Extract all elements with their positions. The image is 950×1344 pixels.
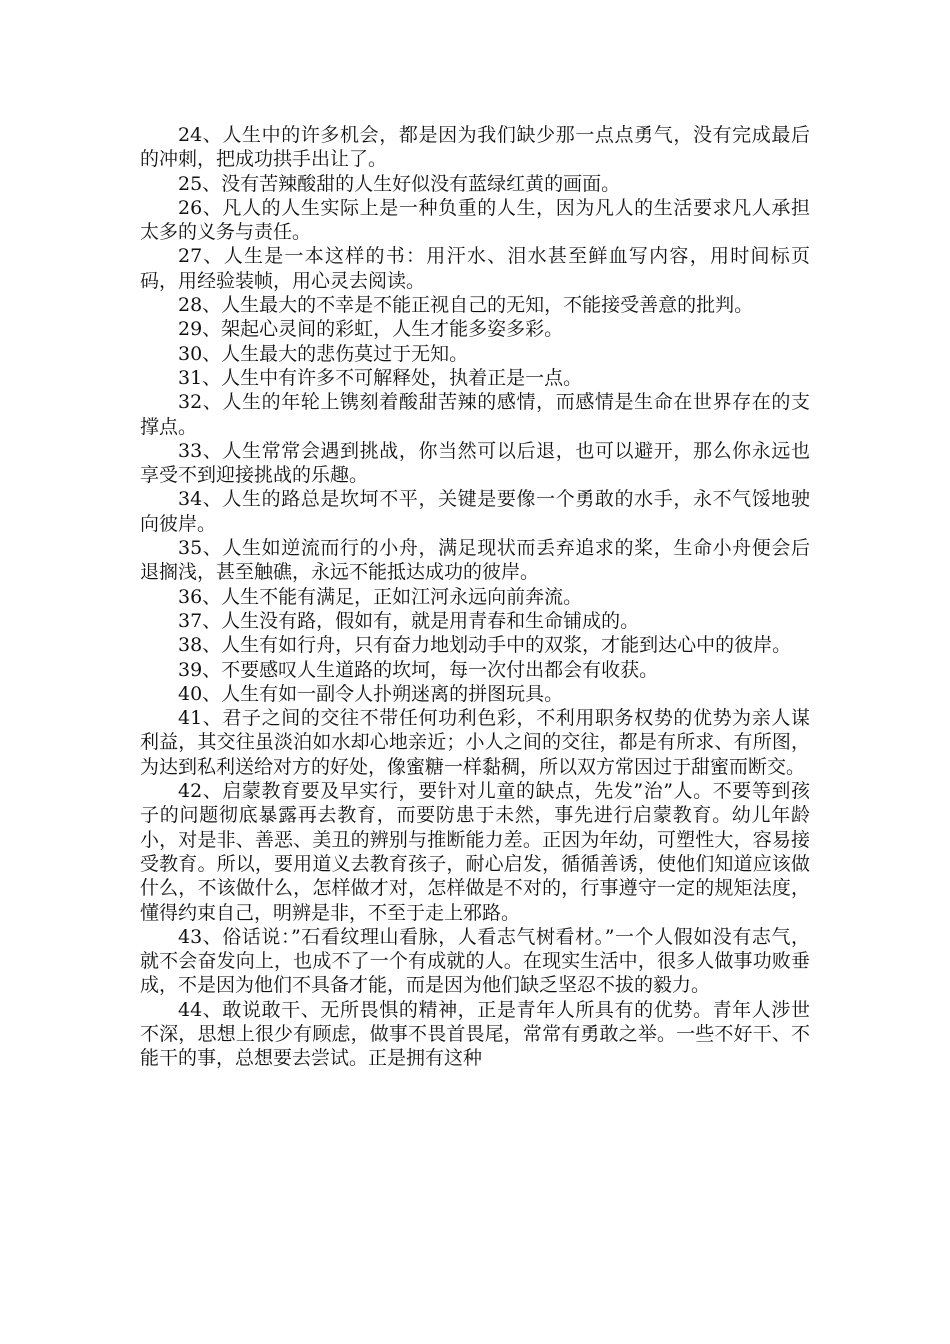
paragraph-25: 25、没有苦辣酸甜的人生好似没有蓝绿红黄的画面。 [178,172,621,195]
paragraph-41: 41、君子之间的交往不带任何功利色彩，不利用职务权势的优势为亲人谋利益，其交往虽淡泊如水却心地亲近；小人之间的交往，都是有所求、有所图，为达到私利送给对方的好处，像蜜糖一样黏稠，所以双方常因过于甜蜜而断交。 [140,707,810,778]
paragraph-43: 43、俗话说：”石看纹理山看脉，人看志气树看材。”一个人假如没有志气，就不会奋发向上，也成不了一个有成就的人。在现实生活中，很多人做事功败垂成，不是因为他们不具备才能，而是因为他们缺乏坚忍不拔的毅力。 [140,925,810,997]
document-body [140,123,810,1071]
paragraph-37: 37、人生没有路，假如有，就是用青春和生命铺成的。 [178,609,640,632]
paragraph-29: 29、架起心灵间的彩虹，人生才能多姿多彩。 [178,318,564,341]
paragraph-31: 31、人生中有许多不可解释处，执着正是一点。 [178,366,583,389]
paragraph-28: 28、人生最大的不幸是不能正视自己的无知，不能接受善意的批判。 [178,294,754,317]
paragraph-24: 24、人生中的许多机会，都是因为我们缺少那一点点勇气，没有完成最后的冲刺，把成功拱手出让了。 [140,124,810,171]
paragraph-33: 33、人生常常会遇到挑战，你当然可以后退，也可以避开，那么你永远也享受不到迎接挑战的乐趣。 [140,439,810,487]
paragraph-38: 38、人生有如行舟，只有奋力地划动手中的双浆，才能到达心中的彼岸。 [178,634,792,657]
paragraph-39: 39、不要感叹人生道路的坎坷，每一次付出都会有收获。 [178,658,659,681]
paragraph-34: 34、人生的路总是坎坷不平，关键是要像一个勇敢的水手，永不气馁地驶向彼岸。 [140,488,810,535]
paragraph-40: 40、人生有如一副令人扑朔迷离的拼图玩具。 [178,682,564,705]
paragraph-27: 27、人生是一本这样的书：用汗水、泪水甚至鲜血写内容，用时间标页码，用经验装帧，用心灵去阅读。 [140,245,810,292]
paragraph-32: 32、人生的年轮上镌刻着酸甜苦辣的感情，而感情是生命在世界存在的支撑点。 [140,391,810,438]
paragraph-42: 42、启蒙教育要及早实行，要针对儿童的缺点，先发”治”人。不要等到孩子的问题彻底暴露再去教育，而要防患于未然，事先进行启蒙教育。幼儿年龄小，对是非、善恶、美丑的辨别与推断能力差。正因为年幼，可塑性大，容易接受教育。所以，要用道义去教育孩子，耐心启发，循循善诱，使他们知道应该做什么，不该做什么，怎样做才对，怎样做是不对的，行事遵守一定的规矩法度，懂得约束自己，明辨是非，不至于走上邪路。 [140,780,810,924]
paragraph-44: 44、敢说敢干、无所畏惧的精神，正是青年人所具有的优势。青年人涉世不深，思想上很少有顾虑，做事不畏首畏尾，常常有勇敢之举。一些不好干、不能干的事，总想要去尝试。正是拥有这种 [140,998,810,1070]
paragraph-36: 36、人生不能有满足，正如江河永远向前奔流。 [178,585,583,608]
paragraph-35: 35、人生如逆流而行的小舟，满足现状而丢弃追求的桨，生命小舟便会后退搁浅，甚至触礁，永远不能抵达成功的彼岸。 [140,537,810,584]
paragraph-30: 30、人生最大的悲伤莫过于无知。 [178,342,469,365]
paragraph-26: 26、凡人的人生实际上是一种负重的人生，因为凡人的生活要求凡人承担太多的义务与责任。 [140,196,810,244]
